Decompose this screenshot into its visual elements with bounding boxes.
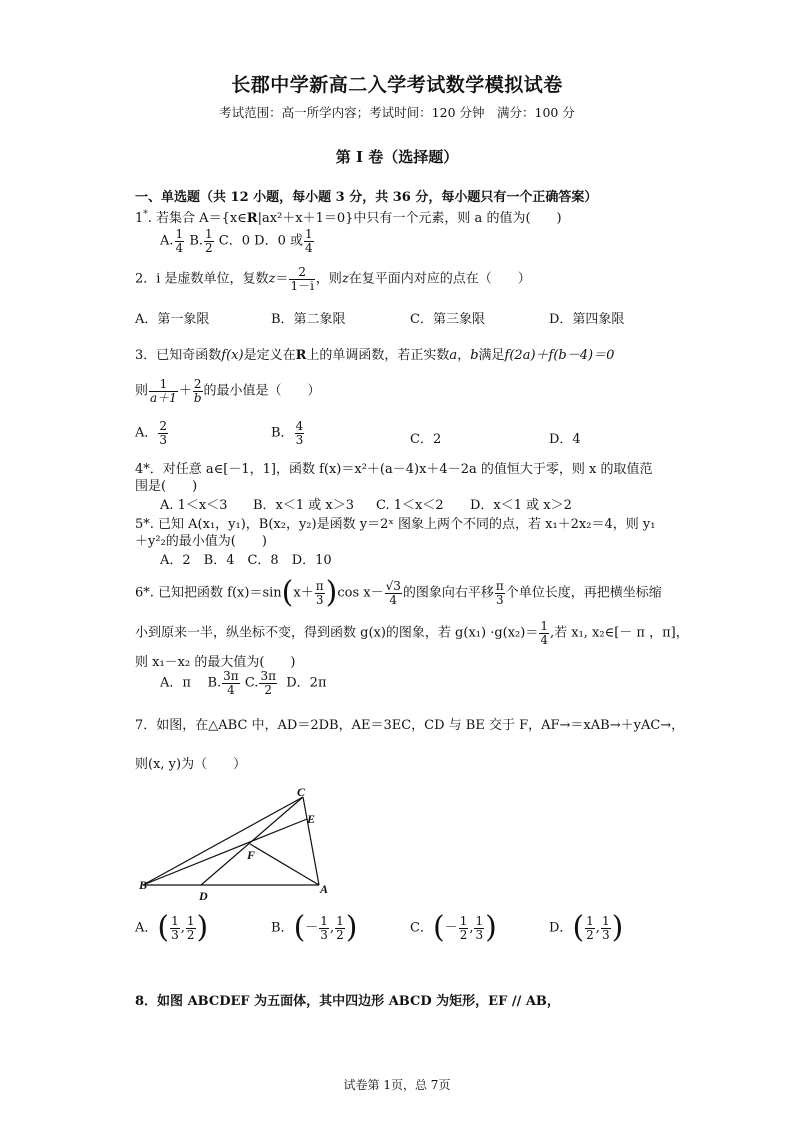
question-6-line1: 6*. 已知把函数 f(x)＝sin(x＋ $\frac{\pi}{3}$ )cos x－ $\frac{√3}{4}$ 的图象向右平移 $\frac{\pi}{3}$ 个单位长度，再把横坐标缩 [135, 575, 662, 610]
segment-bc [143, 797, 303, 885]
question-3-stem: 3．已知奇函数f(x)是定义在R上的单调函数，若正实数a，b满足f(2a)＋f(b－4)＝0 [135, 348, 615, 363]
label-f: F [247, 848, 256, 862]
question-7-stem: 7．如图，在△ABC 中，AD＝2DB，AE＝3EC，CD 与 BE 交于 F，AF→＝xAB→＋yAC→， [135, 718, 685, 733]
question-4-line1: 4*．对任意 a∈[－1，1]，函数 f(x)＝x²＋(a－4)x＋4－2a 的值恒大于零，则 x 的取值范 [135, 462, 653, 477]
question-2-option-a: A．第一象限 [135, 312, 210, 327]
question-3-option-a: A． $\frac{2}{3}$ [135, 419, 168, 447]
segment-dc [201, 797, 303, 885]
question-5-line1: 5*. 已知 A(x₁，y₁)，B(x₂，y₂)是函数 y＝2ˣ 图象上两个不同的点，若 x₁＋2x₂＝4，则 y₁ [135, 517, 656, 532]
question-1-stem: 1*. 若集合 A＝{x∈R|ax²＋x＋1＝0}中只有一个元素，则 a 的值为( ) [135, 209, 562, 226]
question-7-option-b: B．(－ $\frac{1}{3}$ , $\frac{1}{2}$ ) [271, 910, 358, 945]
exam-title: 长郡中学新高二入学考试数学模拟试卷 [231, 74, 563, 96]
question-7-option-a: A．( $\frac{1}{3}$ , $\frac{1}{2}$ ) [135, 910, 209, 945]
part-heading: 一、单选题（共 12 小题，每小题 3 分，共 36 分，每小题只有一个正确答案） [135, 190, 598, 205]
label-c: C [297, 785, 306, 799]
question-7-option-d: D．( $\frac{1}{2}$ , $\frac{1}{3}$ ) [549, 910, 624, 945]
triangle-figure [135, 785, 340, 905]
segment-ca [303, 797, 319, 885]
question-7-line2: 则(x, y)为（ ） [135, 757, 247, 772]
question-5-options: A．2 B．4 C．8 D．10 [160, 553, 332, 568]
question-7-option-c: C．(－ $\frac{1}{2}$ , $\frac{1}{3}$ ) [410, 910, 497, 945]
question-2-option-b: B．第二象限 [271, 312, 346, 327]
question-6-line3: 则 x₁－x₂ 的最大值为( ) [135, 655, 296, 670]
question-6-options: A．π B. $\frac{3\pi}{4}$ C. $\frac{3\pi}{2}$ D．2π [160, 669, 327, 697]
question-4-option-d: D．x＜1 或 x＞2 [470, 498, 572, 513]
question-8-stem: 8．如图 ABCDEF 为五面体，其中四边形 ABCD 为矩形，EF // AB， [135, 994, 560, 1009]
question-2-stem: 2．i 是虚数单位，复数z＝ $\frac{2}{1-i}$ ，则z在复平面内对应的点在（ ） [135, 265, 531, 293]
label-a: A [320, 882, 329, 896]
question-4-option-a: A. 1＜x＜3 [160, 498, 228, 513]
question-4-option-c: C. 1＜x＜2 [376, 498, 444, 513]
page-footer: 试卷第 1页，总 7页 [343, 1078, 451, 1092]
label-d: D [199, 889, 208, 903]
label-b: B [139, 878, 148, 892]
question-2-option-c: C．第三象限 [410, 312, 485, 327]
segment-be [143, 819, 307, 885]
question-2-option-d: D．第四象限 [549, 312, 625, 327]
section-title: 第 I 卷（选择题） [335, 148, 459, 166]
question-3-line2: 则 $\frac{1}{a+1}$ ＋ $\frac{2}{b}$ 的最小值是（ ） [135, 377, 321, 405]
question-3-option-c: C．2 [410, 432, 442, 447]
exam-info: 考试范围：高一所学内容；考试时间：120 分钟 满分：100 分 [219, 105, 575, 120]
segment-fa [250, 844, 319, 885]
question-4-option-b: B．x＜1 或 x＞3 [253, 498, 355, 513]
question-1-options: A. $\frac{1}{4}$ B. $\frac{1}{2}$ C．0 D．0 或 $\frac{1}{4}$ [160, 227, 313, 255]
question-5-line2: ＋y²₂的最小值为( ) [135, 534, 267, 549]
question-3-option-b: B． $\frac{4}{3}$ [271, 419, 304, 447]
question-4-line2: 围是( ) [135, 479, 198, 494]
label-e: E [307, 812, 316, 826]
question-6-line2: 小到原来一半，纵坐标不变，得到函数 g(x)的图象，若 g(x₁) ·g(x₂)＝ $\frac{1}{4}$ ,若 x₁, x₂∈[－ π ，π]， [135, 619, 689, 647]
question-3-option-d: D．4 [549, 432, 581, 447]
